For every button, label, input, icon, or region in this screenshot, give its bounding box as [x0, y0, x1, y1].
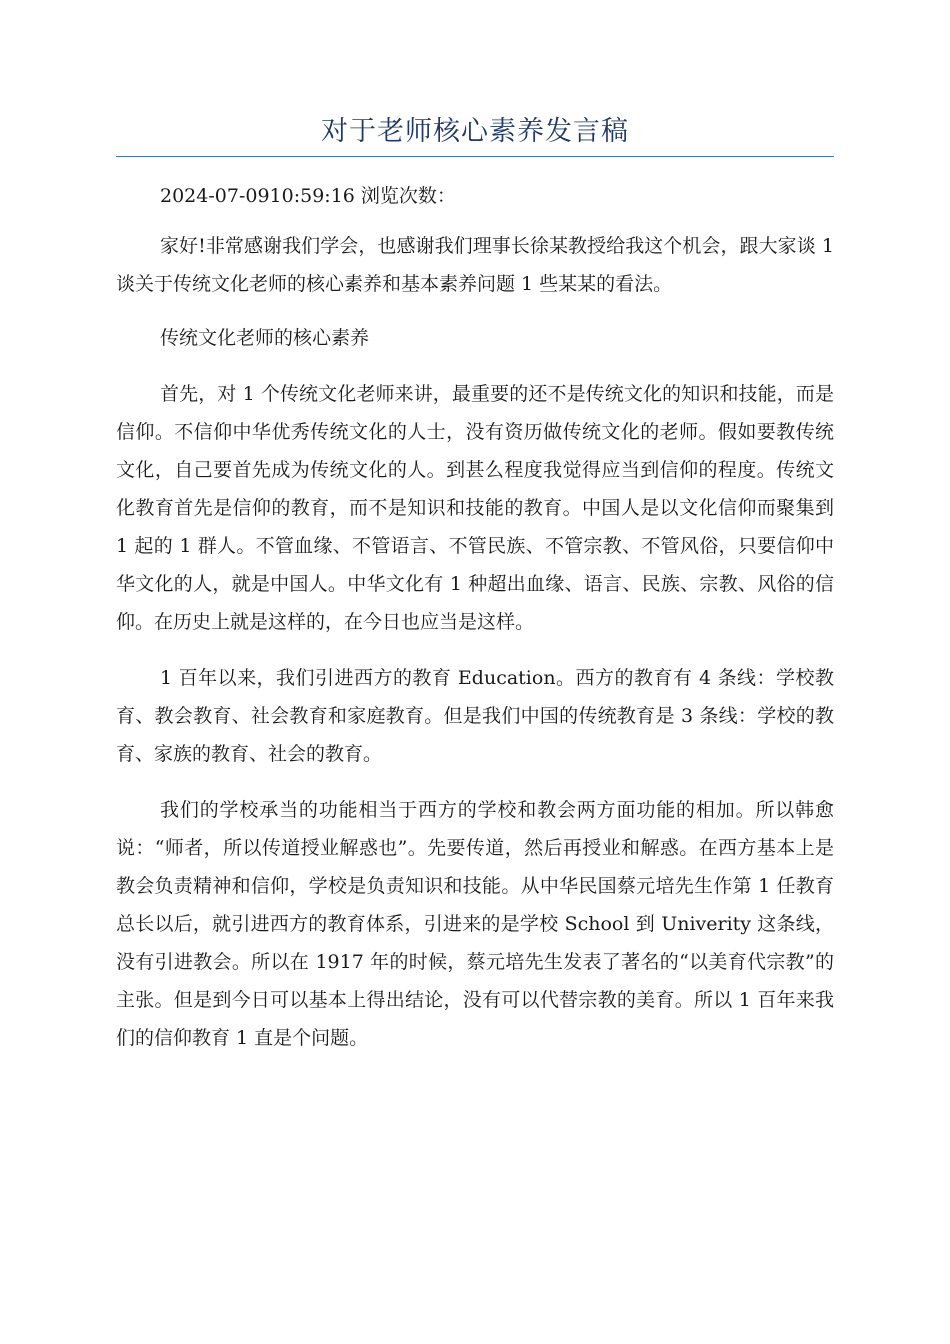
document-title: 对于老师核心素养发言稿: [321, 116, 629, 147]
paragraph-school-function: 我们的学校承当的功能相当于西方的学校和教会两方面功能的相加。所以韩愈说：“师者，所以传道授业解惑也”。先要传道，然后再授业和解惑。在西方基本上是教会负责精神和信仰，学校是负责知识和技能。从中华民国蔡元培先生作第 1 任教育总长以后，就引进西方的教育体系，引进来的是学校 School 到 Univerity 这条线，没有引进教会。所以在 1917 年的时候，蔡元培先生发表了著名的“以美育代宗教”的主张。但是到今日可以基本上得出结论，没有可以代替宗教的美育。所以 1 百年来我们的信仰教育 1 直是个问题。: [116, 799, 834, 1049]
paragraph-greeting: 家好!非常感谢我们学会，也感谢我们理事长徐某教授给我这个机会，跟大家谈 1 谈关于传统文化老师的核心素养和基本素养问题 1 些某某的看法。: [116, 235, 834, 295]
title-underline: [116, 156, 834, 157]
paragraph-belief: 首先，对 1 个传统文化老师来讲，最重要的还不是传统文化的知识和技能，而是信仰。不信仰中华优秀传统文化的人士，没有资历做传统文化的老师。假如要教传统文化，自己要首先成为传统文化的人。到甚么程度我觉得应当到信仰的程度。传统文化教育首先是信仰的教育，而不是知识和技能的教育。中国人是以文化信仰而聚集到 1 起的 1 群人。不管血缘、不管语言、不管民族、不管宗教、不管风俗，只要信仰中华文化的人，就是中国人。中华文化有 1 种超出血缘、语言、民族、宗教、风俗的信仰。在历史上就是这样的，在今日也应当是这样。: [116, 383, 834, 633]
meta-line: 2024-07-0910:59:16 浏览次数：: [160, 185, 456, 207]
document-page: [116, 112, 834, 1057]
paragraph-western-education: 1 百年以来，我们引进西方的教育 Education。西方的教育有 4 条线：学校教育、教会教育、社会教育和家庭教育。但是我们中国的传统教育是 3 条线：学校的教育、家族的教育、社会的教育。: [116, 667, 834, 765]
section-heading: 传统文化老师的核心素养: [160, 327, 370, 349]
